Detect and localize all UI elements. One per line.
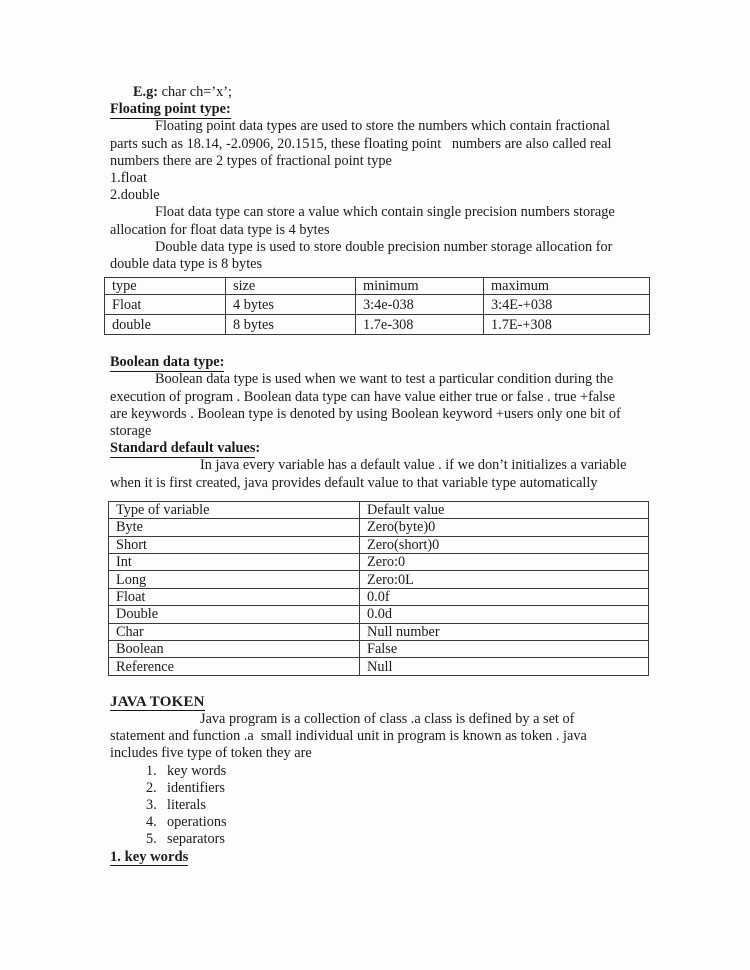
table-cell: Reference: [109, 658, 360, 675]
list-label: key words: [167, 762, 227, 779]
list-label: separators: [167, 831, 225, 848]
list-number: 4.: [146, 814, 157, 831]
heading-floating-point-type: Floating point type:: [110, 101, 231, 118]
table-cell: Char: [109, 623, 360, 640]
table-cell: 0.0d: [360, 606, 649, 623]
table-row: [109, 623, 649, 640]
token-list-item: [110, 763, 652, 780]
list-item-double: 2.double: [110, 187, 160, 204]
table-cell: 1.7E-+308: [484, 315, 650, 335]
paragraph-line: allocation for float data type is 4 bytes: [110, 221, 330, 238]
table-cell: Long: [109, 571, 360, 588]
paragraph-line: are keywords . Boolean type is denoted by using Boolean keyword +users only one bit of: [110, 405, 621, 422]
example-code: char ch=’x’;: [158, 84, 232, 100]
table-cell: Int: [109, 554, 360, 571]
list-label: operations: [167, 814, 227, 831]
example-line: [110, 84, 652, 101]
list-label: literals: [167, 796, 206, 813]
token-list-item: [110, 797, 652, 814]
table-cell: Zero(short)0: [360, 536, 649, 553]
paragraph-line: storage: [110, 423, 152, 440]
heading-java-token: JAVA TOKEN: [110, 693, 205, 710]
table-cell: Byte: [109, 519, 360, 536]
table-row: [105, 295, 650, 315]
example-label: E.g:: [133, 84, 159, 100]
paragraph-line: double data type is 8 bytes: [110, 256, 263, 273]
paragraph-line: Java program is a collection of class .a class is defined by a set of: [200, 710, 575, 727]
table-cell: Float: [109, 588, 360, 605]
table-cell: 8 bytes: [226, 315, 356, 335]
token-list-item: [110, 780, 652, 797]
float-types-table: [104, 277, 650, 335]
table-row: [109, 588, 649, 605]
paragraph-line: Double data type is used to store double precision number storage allocation for: [155, 238, 613, 255]
heading-standard-default-values: Standard default values:: [110, 440, 261, 457]
table-header-cell: type: [105, 278, 226, 295]
table-cell: 4 bytes: [226, 295, 356, 315]
paragraph-line: Floating point data types are used to store the numbers which contain fractional: [155, 118, 610, 135]
table-cell: Short: [109, 536, 360, 553]
table-header-row: [105, 278, 650, 295]
token-list-item: [110, 831, 652, 848]
list-item-float: 1.float: [110, 170, 147, 187]
list-number: 5.: [146, 831, 157, 848]
table-row: [109, 519, 649, 536]
list-label: identifiers: [167, 779, 225, 796]
table-row: [109, 640, 649, 657]
token-list-item: [110, 814, 652, 831]
heading-key-words: 1. key words: [110, 848, 189, 865]
table-header-row: [109, 501, 649, 518]
table-row: [109, 554, 649, 571]
paragraph-line: parts such as 18.14, -2.0906, 20.1515, these floating point numbers are also called real: [110, 135, 612, 152]
default-values-table: [108, 501, 649, 676]
paragraph-line: execution of program . Boolean data type can have value either true or false . true +false: [110, 388, 616, 405]
table-header-cell: minimum: [356, 278, 484, 295]
table-cell: Float: [105, 295, 226, 315]
heading-boolean-data-type: Boolean data type:: [110, 354, 225, 371]
table-cell: Zero:0L: [360, 571, 649, 588]
table-header-cell: Default value: [360, 501, 649, 518]
list-number: 1.: [146, 762, 157, 779]
table-row: [109, 571, 649, 588]
table-cell: 1.7e-308: [356, 315, 484, 335]
paragraph-line: statement and function .a small individual unit in program is known as token . java: [110, 728, 587, 745]
table-cell: double: [105, 315, 226, 335]
table-cell: Zero(byte)0: [360, 519, 649, 536]
table-row: [109, 536, 649, 553]
table-header-cell: size: [226, 278, 356, 295]
table-cell: 3:4e-038: [356, 295, 484, 315]
table-cell: Boolean: [109, 640, 360, 657]
paragraph-line: numbers there are 2 types of fractional point type: [110, 152, 392, 169]
table-cell: Null: [360, 658, 649, 675]
table-row: [105, 315, 650, 335]
paragraph-line: includes five type of token they are: [110, 745, 312, 762]
list-number: 2.: [146, 779, 157, 796]
paragraph-line: when it is first created, java provides default value to that variable type automatically: [110, 474, 598, 491]
paragraph-line: Float data type can store a value which contain single precision numbers storage: [155, 204, 615, 221]
table-cell: 0.0f: [360, 588, 649, 605]
table-row: [109, 658, 649, 675]
table-cell: 3:4E-+038: [484, 295, 650, 315]
paragraph-line: Boolean data type is used when we want to test a particular condition during the: [155, 371, 614, 388]
table-header-cell: Type of variable: [109, 501, 360, 518]
heading-colon: :: [255, 440, 261, 457]
table-cell: Double: [109, 606, 360, 623]
paragraph-line: In java every variable has a default value . if we don’t initializes a variable: [200, 457, 627, 474]
table-row: [109, 606, 649, 623]
table-cell: False: [360, 640, 649, 657]
table-header-cell: maximum: [484, 278, 650, 295]
table-cell: Zero:0: [360, 554, 649, 571]
table-cell: Null number: [360, 623, 649, 640]
list-number: 3.: [146, 796, 157, 813]
